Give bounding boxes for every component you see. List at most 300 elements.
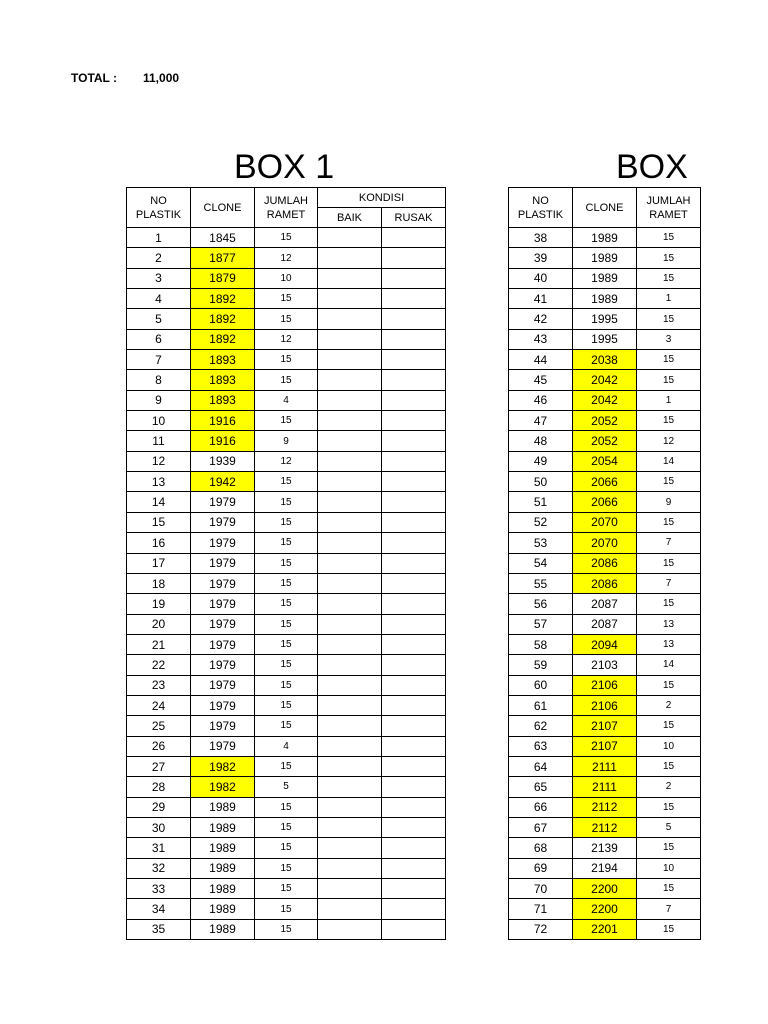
baik-cell — [318, 858, 382, 878]
jumlah-ramet-cell: 15 — [637, 512, 701, 532]
table-row — [127, 411, 446, 431]
table-row — [127, 472, 446, 492]
table-row — [127, 268, 446, 288]
baik-cell — [318, 451, 382, 471]
jumlah-ramet-cell: 15 — [637, 411, 701, 431]
clone-cell: 1989 — [191, 899, 255, 919]
baik-cell — [318, 268, 382, 288]
clone-cell: 1979 — [191, 573, 255, 593]
clone-cell: 2111 — [573, 756, 637, 776]
clone-cell: 1989 — [191, 817, 255, 837]
jumlah-ramet-cell: 15 — [637, 350, 701, 370]
no-plastik-cell: 50 — [509, 472, 573, 492]
clone-cell: 1979 — [191, 594, 255, 614]
baik-cell — [318, 228, 382, 248]
baik-cell — [318, 431, 382, 451]
jumlah-ramet-cell: 15 — [255, 411, 318, 431]
table-row — [509, 695, 701, 715]
rusak-cell — [382, 289, 446, 309]
no-plastik-cell: 45 — [509, 370, 573, 390]
clone-cell: 2107 — [573, 716, 637, 736]
jumlah-ramet-cell: 10 — [637, 736, 701, 756]
jumlah-ramet-cell: 15 — [255, 594, 318, 614]
baik-cell — [318, 289, 382, 309]
no-plastik-cell: 70 — [509, 879, 573, 899]
table-row — [509, 614, 701, 634]
no-plastik-cell: 1 — [127, 228, 191, 248]
rusak-cell — [382, 472, 446, 492]
jumlah-ramet-cell: 12 — [255, 451, 318, 471]
no-plastik-cell: 38 — [509, 228, 573, 248]
clone-cell: 2112 — [573, 797, 637, 817]
baik-cell — [318, 756, 382, 776]
table-row — [127, 553, 446, 573]
rusak-cell — [382, 268, 446, 288]
baik-cell — [318, 390, 382, 410]
table-row — [509, 919, 701, 939]
clone-cell: 2201 — [573, 919, 637, 939]
jumlah-ramet-cell: 15 — [637, 879, 701, 899]
no-plastik-cell: 62 — [509, 716, 573, 736]
jumlah-ramet-cell: 15 — [255, 675, 318, 695]
jumlah-ramet-cell: 7 — [637, 573, 701, 593]
rusak-cell — [382, 695, 446, 715]
clone-cell: 2042 — [573, 390, 637, 410]
jumlah-ramet-cell: 15 — [637, 675, 701, 695]
header-no-plastik: NO PLASTIK — [127, 188, 191, 228]
jumlah-ramet-cell: 15 — [637, 716, 701, 736]
clone-cell: 2107 — [573, 736, 637, 756]
jumlah-ramet-cell: 15 — [255, 512, 318, 532]
no-plastik-cell: 48 — [509, 431, 573, 451]
table-row — [509, 228, 701, 248]
total-summary — [71, 71, 180, 85]
rusak-cell — [382, 614, 446, 634]
jumlah-ramet-cell: 10 — [637, 858, 701, 878]
jumlah-ramet-cell: 15 — [255, 655, 318, 675]
clone-cell: 1989 — [191, 797, 255, 817]
table-row — [127, 228, 446, 248]
jumlah-ramet-cell: 15 — [255, 350, 318, 370]
rusak-cell — [382, 573, 446, 593]
clone-cell: 2054 — [573, 451, 637, 471]
no-plastik-cell: 67 — [509, 817, 573, 837]
rusak-cell — [382, 797, 446, 817]
baik-cell — [318, 350, 382, 370]
rusak-cell — [382, 228, 446, 248]
no-plastik-cell: 54 — [509, 553, 573, 573]
rusak-cell — [382, 594, 446, 614]
no-plastik-cell: 42 — [509, 309, 573, 329]
clone-cell: 2106 — [573, 695, 637, 715]
jumlah-ramet-cell: 14 — [637, 451, 701, 471]
jumlah-ramet-cell: 1 — [637, 390, 701, 410]
no-plastik-cell: 51 — [509, 492, 573, 512]
baik-cell — [318, 472, 382, 492]
jumlah-ramet-cell: 15 — [255, 472, 318, 492]
clone-cell: 2111 — [573, 777, 637, 797]
clone-cell: 2052 — [573, 411, 637, 431]
rusak-cell — [382, 777, 446, 797]
no-plastik-cell: 69 — [509, 858, 573, 878]
box2-table — [508, 187, 701, 940]
no-plastik-cell: 60 — [509, 675, 573, 695]
box1-title: BOX 1 — [234, 148, 335, 186]
rusak-cell — [382, 675, 446, 695]
jumlah-ramet-cell: 15 — [255, 309, 318, 329]
clone-cell: 2200 — [573, 899, 637, 919]
no-plastik-cell: 16 — [127, 533, 191, 553]
table-row — [127, 899, 446, 919]
jumlah-ramet-cell: 13 — [637, 614, 701, 634]
clone-cell: 2066 — [573, 492, 637, 512]
clone-cell: 1916 — [191, 431, 255, 451]
clone-cell: 1893 — [191, 350, 255, 370]
no-plastik-cell: 59 — [509, 655, 573, 675]
jumlah-ramet-cell: 15 — [255, 919, 318, 939]
rusak-cell — [382, 899, 446, 919]
jumlah-ramet-cell: 14 — [637, 655, 701, 675]
jumlah-ramet-cell: 15 — [255, 838, 318, 858]
jumlah-ramet-cell: 4 — [255, 390, 318, 410]
rusak-cell — [382, 817, 446, 837]
no-plastik-cell: 26 — [127, 736, 191, 756]
jumlah-ramet-cell: 15 — [255, 370, 318, 390]
clone-cell: 1979 — [191, 675, 255, 695]
no-plastik-cell: 29 — [127, 797, 191, 817]
no-plastik-cell: 39 — [509, 248, 573, 268]
box2-table-body — [509, 228, 701, 940]
table-row — [127, 492, 446, 512]
clone-cell: 2087 — [573, 614, 637, 634]
table-row — [509, 472, 701, 492]
table-row — [509, 309, 701, 329]
header-rusak: RUSAK — [382, 208, 446, 228]
clone-cell: 1893 — [191, 390, 255, 410]
table-row — [509, 492, 701, 512]
box2-title: BOX — [616, 148, 688, 186]
clone-cell: 1989 — [573, 248, 637, 268]
jumlah-ramet-cell: 15 — [637, 919, 701, 939]
table-row — [127, 838, 446, 858]
clone-cell: 1979 — [191, 614, 255, 634]
table-row — [127, 248, 446, 268]
table-row — [509, 268, 701, 288]
clone-cell: 2103 — [573, 655, 637, 675]
clone-cell: 2042 — [573, 370, 637, 390]
no-plastik-cell: 4 — [127, 289, 191, 309]
no-plastik-cell: 20 — [127, 614, 191, 634]
table-row — [509, 553, 701, 573]
clone-cell: 1979 — [191, 533, 255, 553]
header-no-plastik: NO PLASTIK — [509, 188, 573, 228]
jumlah-ramet-cell: 15 — [637, 756, 701, 776]
header-jumlah-ramet: JUMLAH RAMET — [637, 188, 701, 228]
table-row — [127, 370, 446, 390]
table-row — [509, 838, 701, 858]
jumlah-ramet-cell: 15 — [637, 228, 701, 248]
total-label: TOTAL : — [71, 71, 117, 85]
clone-cell: 2070 — [573, 533, 637, 553]
table-row — [127, 695, 446, 715]
no-plastik-cell: 6 — [127, 329, 191, 349]
no-plastik-cell: 5 — [127, 309, 191, 329]
clone-cell: 1892 — [191, 289, 255, 309]
table-row — [127, 350, 446, 370]
clone-cell: 1989 — [573, 228, 637, 248]
table-row — [509, 431, 701, 451]
jumlah-ramet-cell: 3 — [637, 329, 701, 349]
no-plastik-cell: 61 — [509, 695, 573, 715]
jumlah-ramet-cell: 5 — [255, 777, 318, 797]
table-row — [509, 899, 701, 919]
rusak-cell — [382, 919, 446, 939]
jumlah-ramet-cell: 15 — [255, 695, 318, 715]
clone-cell: 1979 — [191, 695, 255, 715]
no-plastik-cell: 33 — [127, 879, 191, 899]
no-plastik-cell: 9 — [127, 390, 191, 410]
jumlah-ramet-cell: 15 — [637, 248, 701, 268]
baik-cell — [318, 777, 382, 797]
rusak-cell — [382, 716, 446, 736]
no-plastik-cell: 47 — [509, 411, 573, 431]
table-row — [509, 777, 701, 797]
clone-cell: 1979 — [191, 553, 255, 573]
clone-cell: 1979 — [191, 634, 255, 654]
no-plastik-cell: 55 — [509, 573, 573, 593]
clone-cell: 1979 — [191, 492, 255, 512]
clone-cell: 2106 — [573, 675, 637, 695]
clone-cell: 2112 — [573, 817, 637, 837]
table-row — [127, 594, 446, 614]
rusak-cell — [382, 512, 446, 532]
header-baik: BAIK — [318, 208, 382, 228]
table-row — [509, 512, 701, 532]
baik-cell — [318, 879, 382, 899]
total-value: 11,000 — [143, 71, 180, 85]
baik-cell — [318, 533, 382, 553]
no-plastik-cell: 8 — [127, 370, 191, 390]
jumlah-ramet-cell: 15 — [255, 879, 318, 899]
table-row — [509, 289, 701, 309]
clone-cell: 2194 — [573, 858, 637, 878]
jumlah-ramet-cell: 15 — [255, 289, 318, 309]
clone-cell: 1979 — [191, 736, 255, 756]
clone-cell: 1989 — [191, 879, 255, 899]
rusak-cell — [382, 451, 446, 471]
clone-cell: 2200 — [573, 879, 637, 899]
baik-cell — [318, 675, 382, 695]
table-row — [509, 594, 701, 614]
jumlah-ramet-cell: 15 — [255, 614, 318, 634]
table-row — [127, 797, 446, 817]
no-plastik-cell: 17 — [127, 553, 191, 573]
no-plastik-cell: 12 — [127, 451, 191, 471]
baik-cell — [318, 553, 382, 573]
table-row — [509, 370, 701, 390]
baik-cell — [318, 411, 382, 431]
jumlah-ramet-cell: 13 — [637, 634, 701, 654]
no-plastik-cell: 21 — [127, 634, 191, 654]
clone-cell: 1982 — [191, 756, 255, 776]
rusak-cell — [382, 838, 446, 858]
jumlah-ramet-cell: 15 — [637, 370, 701, 390]
no-plastik-cell: 41 — [509, 289, 573, 309]
jumlah-ramet-cell: 15 — [637, 472, 701, 492]
baik-cell — [318, 716, 382, 736]
no-plastik-cell: 65 — [509, 777, 573, 797]
no-plastik-cell: 11 — [127, 431, 191, 451]
jumlah-ramet-cell: 15 — [255, 228, 318, 248]
header-jumlah-ramet: JUMLAH RAMET — [255, 188, 318, 228]
baik-cell — [318, 309, 382, 329]
table-row — [127, 289, 446, 309]
no-plastik-cell: 68 — [509, 838, 573, 858]
jumlah-ramet-cell: 9 — [637, 492, 701, 512]
table-row — [509, 716, 701, 736]
clone-cell: 1979 — [191, 716, 255, 736]
jumlah-ramet-cell: 15 — [255, 634, 318, 654]
table-row — [509, 655, 701, 675]
table-row — [509, 533, 701, 553]
no-plastik-cell: 27 — [127, 756, 191, 776]
rusak-cell — [382, 879, 446, 899]
clone-cell: 2070 — [573, 512, 637, 532]
table-row — [509, 634, 701, 654]
jumlah-ramet-cell: 7 — [637, 533, 701, 553]
rusak-cell — [382, 309, 446, 329]
rusak-cell — [382, 492, 446, 512]
table-row — [509, 350, 701, 370]
clone-cell: 1879 — [191, 268, 255, 288]
clone-cell: 1892 — [191, 329, 255, 349]
clone-cell: 1995 — [573, 329, 637, 349]
header-clone: CLONE — [573, 188, 637, 228]
box1-table — [126, 187, 446, 940]
clone-cell: 1989 — [573, 268, 637, 288]
table-row — [509, 756, 701, 776]
no-plastik-cell: 63 — [509, 736, 573, 756]
table-row — [127, 634, 446, 654]
no-plastik-cell: 15 — [127, 512, 191, 532]
clone-cell: 1893 — [191, 370, 255, 390]
baik-cell — [318, 492, 382, 512]
table-row — [127, 533, 446, 553]
no-plastik-cell: 66 — [509, 797, 573, 817]
table-row — [127, 879, 446, 899]
table-row — [509, 248, 701, 268]
jumlah-ramet-cell: 4 — [255, 736, 318, 756]
jumlah-ramet-cell: 10 — [255, 268, 318, 288]
rusak-cell — [382, 370, 446, 390]
table-row — [127, 655, 446, 675]
baik-cell — [318, 919, 382, 939]
rusak-cell — [382, 411, 446, 431]
no-plastik-cell: 46 — [509, 390, 573, 410]
no-plastik-cell: 10 — [127, 411, 191, 431]
no-plastik-cell: 49 — [509, 451, 573, 471]
table-row — [509, 736, 701, 756]
baik-cell — [318, 512, 382, 532]
table-row — [509, 411, 701, 431]
no-plastik-cell: 7 — [127, 350, 191, 370]
table-row — [509, 451, 701, 471]
jumlah-ramet-cell: 15 — [637, 797, 701, 817]
table-row — [127, 431, 446, 451]
jumlah-ramet-cell: 2 — [637, 777, 701, 797]
baik-cell — [318, 899, 382, 919]
rusak-cell — [382, 329, 446, 349]
clone-cell: 2087 — [573, 594, 637, 614]
clone-cell: 2086 — [573, 573, 637, 593]
no-plastik-cell: 58 — [509, 634, 573, 654]
jumlah-ramet-cell: 9 — [255, 431, 318, 451]
no-plastik-cell: 19 — [127, 594, 191, 614]
rusak-cell — [382, 533, 446, 553]
table-row — [127, 675, 446, 695]
no-plastik-cell: 3 — [127, 268, 191, 288]
jumlah-ramet-cell: 15 — [255, 817, 318, 837]
jumlah-ramet-cell: 15 — [255, 533, 318, 553]
jumlah-ramet-cell: 12 — [637, 431, 701, 451]
table-row — [509, 675, 701, 695]
rusak-cell — [382, 756, 446, 776]
baik-cell — [318, 248, 382, 268]
table-row — [509, 817, 701, 837]
table-row — [127, 512, 446, 532]
clone-cell: 1979 — [191, 655, 255, 675]
clone-cell: 1916 — [191, 411, 255, 431]
no-plastik-cell: 25 — [127, 716, 191, 736]
baik-cell — [318, 329, 382, 349]
jumlah-ramet-cell: 7 — [637, 899, 701, 919]
jumlah-ramet-cell: 12 — [255, 248, 318, 268]
rusak-cell — [382, 248, 446, 268]
no-plastik-cell: 31 — [127, 838, 191, 858]
jumlah-ramet-cell: 15 — [637, 268, 701, 288]
clone-cell: 2066 — [573, 472, 637, 492]
clone-cell: 2139 — [573, 838, 637, 858]
clone-cell: 1979 — [191, 512, 255, 532]
table-row — [127, 451, 446, 471]
baik-cell — [318, 594, 382, 614]
baik-cell — [318, 573, 382, 593]
rusak-cell — [382, 655, 446, 675]
jumlah-ramet-cell: 2 — [637, 695, 701, 715]
no-plastik-cell: 57 — [509, 614, 573, 634]
jumlah-ramet-cell: 15 — [255, 756, 318, 776]
table-row — [127, 390, 446, 410]
table-row — [127, 858, 446, 878]
no-plastik-cell: 53 — [509, 533, 573, 553]
rusak-cell — [382, 634, 446, 654]
clone-cell: 1989 — [191, 858, 255, 878]
no-plastik-cell: 14 — [127, 492, 191, 512]
no-plastik-cell: 22 — [127, 655, 191, 675]
clone-cell: 1989 — [191, 838, 255, 858]
baik-cell — [318, 817, 382, 837]
no-plastik-cell: 44 — [509, 350, 573, 370]
baik-cell — [318, 614, 382, 634]
table-row — [127, 817, 446, 837]
jumlah-ramet-cell: 15 — [255, 858, 318, 878]
jumlah-ramet-cell: 15 — [255, 553, 318, 573]
table-row — [127, 309, 446, 329]
clone-cell: 1845 — [191, 228, 255, 248]
jumlah-ramet-cell: 15 — [255, 899, 318, 919]
table-row — [127, 716, 446, 736]
baik-cell — [318, 797, 382, 817]
